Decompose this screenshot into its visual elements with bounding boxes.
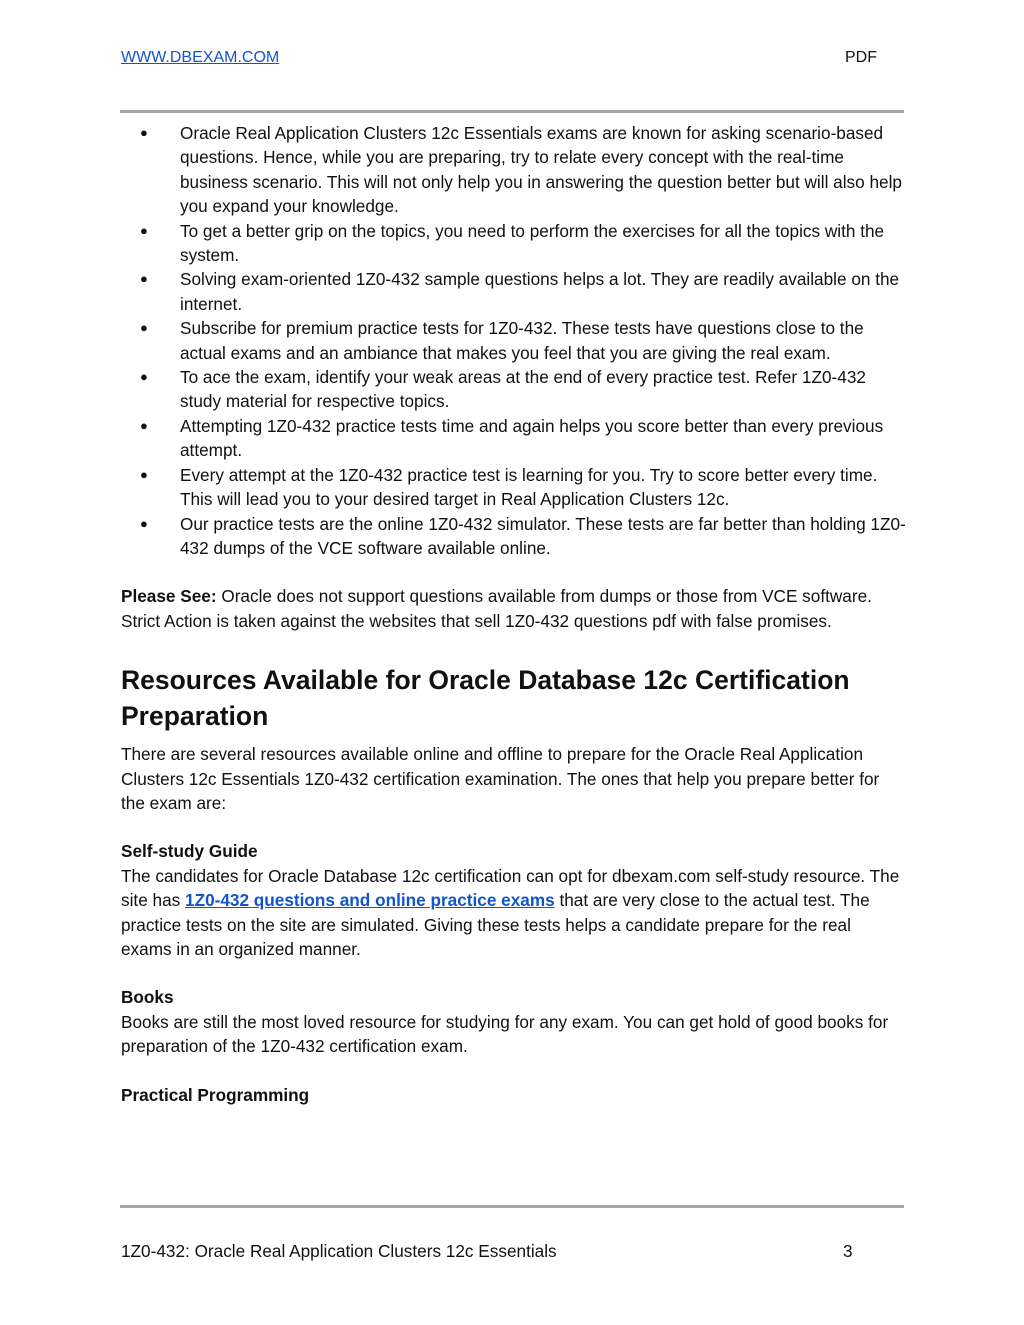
please-see-label: Please See:	[121, 586, 217, 607]
list-item	[121, 121, 906, 219]
footer-title: 1Z0-432: Oracle Real Application Clusters 12c Essentials	[121, 1241, 557, 1261]
site-link[interactable]: WWW.DBEXAM.COM	[121, 49, 280, 66]
header-divider	[120, 110, 904, 113]
bullet-icon: ●	[140, 222, 148, 238]
list-item	[121, 267, 906, 316]
list-item-text: Subscribe for premium practice tests for 1Z0-432. These tests have questions close to the actual exams and an ambiance that makes you feel that you are giving the real exam.	[180, 318, 864, 363]
tips-list	[121, 121, 906, 560]
list-item	[121, 414, 906, 463]
self-study-text	[121, 864, 906, 962]
practical-programming-heading: Practical Programming	[121, 1084, 310, 1105]
books-heading: Books	[121, 987, 174, 1008]
list-item-text: Every attempt at the 1Z0-432 practice test is learning for you. Try to score better every time. This will lead you to your desired target in Real Application Clusters 12c.	[180, 464, 878, 510]
bullet-icon: ●	[140, 466, 148, 482]
bullet-icon: ●	[140, 125, 148, 140]
list-item	[121, 316, 906, 365]
list-item-text: To get a better grip on the topics, you need to perform the exercises for all the topics with the system.	[180, 220, 885, 266]
bullet-icon: ●	[140, 515, 148, 531]
bullet-icon: ●	[140, 271, 148, 287]
please-see-note	[121, 584, 906, 633]
self-study-text-after: that are very close to the actual test. The practice tests on the site are simulated. Giving these tests helps a candidate prepare for the real exams in an organized manner.	[121, 890, 870, 959]
resources-intro: There are several resources available online and offline to prepare for the Oracle Real Application Clusters 12c Essentials 1Z0-432 certification examination. The ones that help you prepare better for the exam are:	[121, 744, 880, 813]
please-see-text: Oracle does not support questions available from dumps or those from VCE software. Strict Action is taken against the websites that sell 1Z0-432 questions pdf with false promises.	[121, 586, 872, 631]
books-text: Books are still the most loved resource for studying for any exam. You can get hold of good books for preparation of the 1Z0-432 certification exam.	[121, 1011, 889, 1057]
list-item-text: Solving exam-oriented 1Z0-432 sample questions helps a lot. They are readily available on the internet.	[180, 269, 900, 314]
bullet-icon: ●	[140, 417, 148, 433]
format-label: PDF	[845, 49, 877, 66]
bullet-icon: ●	[140, 369, 148, 385]
page-content	[121, 121, 906, 1107]
self-study-text-before: The candidates for Oracle Database 12c certification can opt for dbexam.com self-study resource. The site has	[121, 865, 900, 911]
list-item-text: Attempting 1Z0-432 practice tests time and again helps you score better than every previous attempt.	[180, 415, 884, 461]
footer-divider	[120, 1205, 904, 1208]
list-item-text: Oracle Real Application Clusters 12c Essentials exams are known for asking scenario-based questions. Hence, while you are preparing, try to relate every concept with the real-time business scenario. This will not only help you in answering the question better but will also help you expand your knowledge.	[180, 123, 902, 217]
list-item	[121, 512, 906, 561]
list-item	[121, 219, 906, 268]
bullet-icon: ●	[140, 320, 148, 336]
page-number: 3	[843, 1241, 853, 1261]
practice-exams-link[interactable]: 1Z0-432 questions and online practice exams	[185, 890, 555, 911]
self-study-heading: Self-study Guide	[121, 841, 258, 862]
resources-heading: Resources Available for Oracle Database 12c Certification Preparation	[121, 665, 850, 732]
list-item-text: To ace the exam, identify your weak areas at the end of every practice test. Refer 1Z0-432 study material for respective topics.	[180, 367, 866, 412]
list-item	[121, 365, 906, 414]
list-item-text: Our practice tests are the online 1Z0-432 simulator. These tests are far better than holding 1Z0-432 dumps of the VCE software available online.	[180, 513, 906, 558]
list-item	[121, 463, 906, 512]
